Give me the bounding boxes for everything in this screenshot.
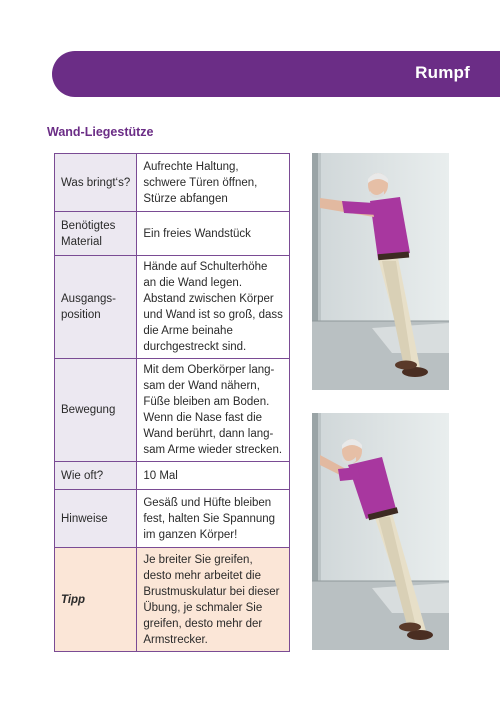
row-value-tip: Je breiter Sie greifen, desto mehr arbeitet die Brustmuskulatur bei dieser Übung, je schmaler Sie greifen, desto mehr der Armstrecker. <box>137 548 290 652</box>
row-label-material: Benötigtes Material <box>55 212 137 256</box>
table-row <box>55 359 290 462</box>
exercise-title: Wand-Liegestütze <box>47 125 154 139</box>
header-banner <box>52 51 500 97</box>
chapter-title: Rumpf <box>415 63 470 82</box>
table-row <box>55 548 290 652</box>
row-value-repetitions: 10 Mal <box>137 462 290 490</box>
row-label-benefit: Was bringt‘s? <box>55 154 137 212</box>
row-label-notes: Hinweise <box>55 490 137 548</box>
row-label-repetitions: Wie oft? <box>55 462 137 490</box>
exercise-photo-lean <box>312 413 449 650</box>
row-value-notes: Gesäß und Hüfte bleiben fest, halten Sie Spannung im ganzen Körper! <box>137 490 290 548</box>
row-value-benefit: Aufrechte Haltung, schwere Türen öffnen, Stürze abfangen <box>137 154 290 212</box>
exercise-photo-start <box>312 153 449 390</box>
row-label-tip: Tipp <box>55 548 137 652</box>
row-value-movement: Mit dem Oberkörper lang-sam der Wand nähern, Füße bleiben am Boden. Wenn die Nase fast die Wand berührt, dann lang-sam Arme wieder strecken. <box>137 359 290 462</box>
row-value-start-position: Hände auf Schulterhöhe an die Wand legen. Abstand zwischen Körper und Wand ist so groß, dass die Arme beinahe durchgestreckt sind. <box>137 256 290 359</box>
row-label-movement: Bewegung <box>55 359 137 462</box>
row-label-start-position: Ausgangs-position <box>55 256 137 359</box>
table-row <box>55 256 290 359</box>
table-row <box>55 212 290 256</box>
table-row <box>55 462 290 490</box>
table-row <box>55 490 290 548</box>
table-row <box>55 154 290 212</box>
exercise-info-table <box>54 153 290 652</box>
row-value-material: Ein freies Wandstück <box>137 212 290 256</box>
